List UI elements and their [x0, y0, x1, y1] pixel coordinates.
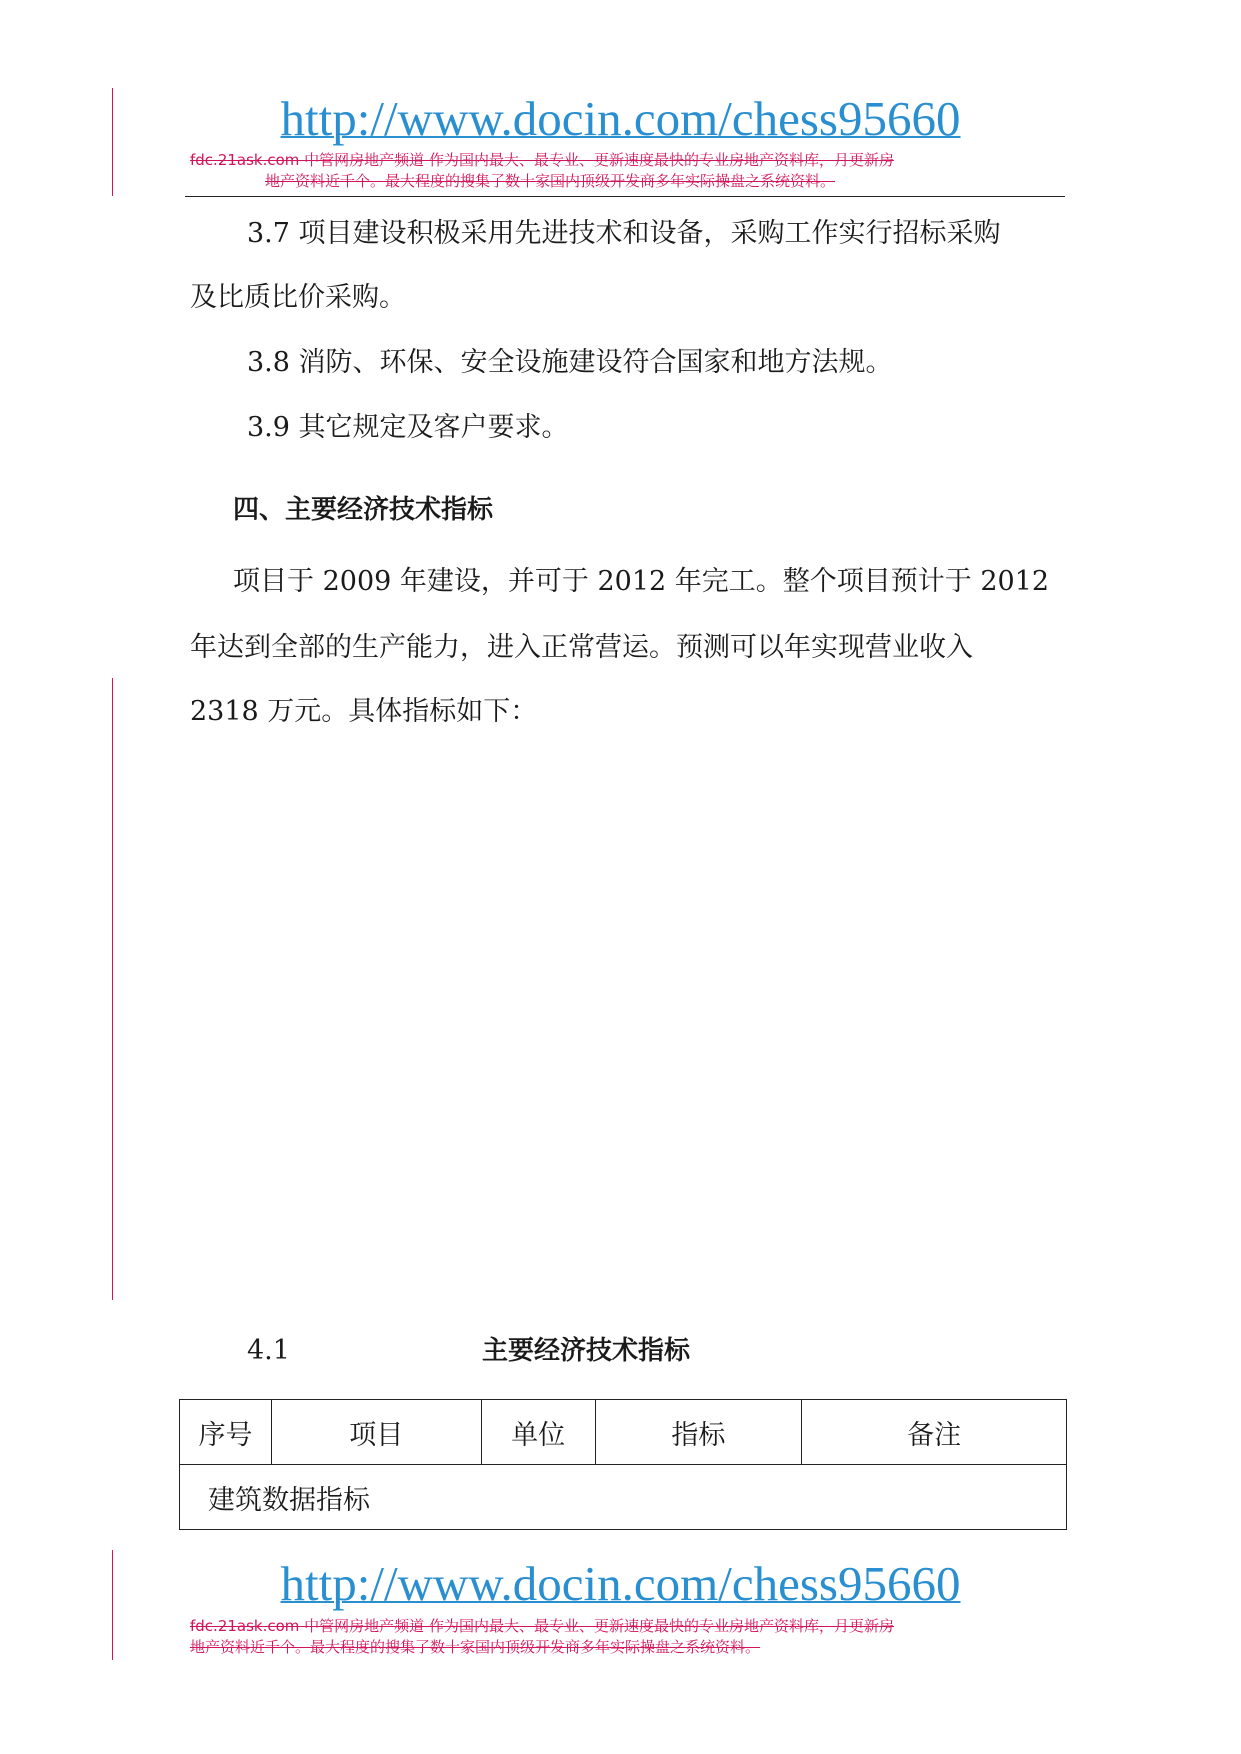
table-title: 主要经济技术指标 — [482, 1336, 691, 1366]
paragraph-3-7-line-2: 及比质比价采购。 — [190, 282, 406, 313]
paragraph-4-line-1: 项目于 2009 年建设，并可于 2012 年完工。整个项目预计于 2012 — [233, 566, 1050, 597]
header-ad-line-1: fdc.21ask.com 中管网房地产频道 作为国内最大、最专业、更新速度最快的专业房地产资料库，月更新房 — [190, 151, 894, 169]
section-heading: 四、主要经济技术指标 — [233, 495, 494, 525]
table-header-cell: 备注 — [802, 1400, 1067, 1465]
header-ad-line-2: 地产资料近千个。最大程度的搜集了数十家国内顶级开发商多年实际操盘之系统资料。 — [265, 172, 836, 190]
indicator-table — [179, 1399, 1067, 1530]
table-header-cell: 序号 — [180, 1400, 272, 1465]
paragraph-3-8: 3.8 消防、环保、安全设施建设符合国家和地方法规。 — [247, 347, 893, 378]
table-header-cell: 项目 — [271, 1400, 481, 1465]
paragraph-3-7-line-1: 3.7 项目建设积极采用先进技术和设备，采购工作实行招标采购 — [247, 218, 1001, 249]
table-number: 4.1 — [247, 1335, 290, 1366]
paragraph-4-line-2: 年达到全部的生产能力，进入正常营运。预测可以年实现营业收入 — [190, 632, 973, 663]
header-rule — [185, 196, 1065, 197]
table-header-cell: 指标 — [595, 1400, 802, 1465]
table-group-cell: 建筑数据指标 — [180, 1465, 1067, 1530]
paragraph-3-9: 3.9 其它规定及客户要求。 — [247, 412, 569, 443]
footer-ad-line-1: fdc.21ask.com 中管网房地产频道 作为国内最大、最专业、更新速度最快的专业房地产资料库，月更新房 — [190, 1617, 894, 1635]
footer-ad-line-2: 地产资料近千个。最大程度的搜集了数十家国内顶级开发商多年实际操盘之系统资料。 — [190, 1638, 761, 1656]
header-url-link[interactable]: http://www.docin.com/chess95660 — [280, 91, 961, 146]
table-header-cell: 单位 — [481, 1400, 595, 1465]
table-header-row — [180, 1400, 1067, 1465]
table-row — [180, 1465, 1067, 1530]
footer-url-link[interactable]: http://www.docin.com/chess95660 — [280, 1556, 961, 1611]
margin-marker-middle — [112, 678, 113, 1300]
paragraph-4-line-3: 2318 万元。具体指标如下： — [190, 696, 538, 727]
